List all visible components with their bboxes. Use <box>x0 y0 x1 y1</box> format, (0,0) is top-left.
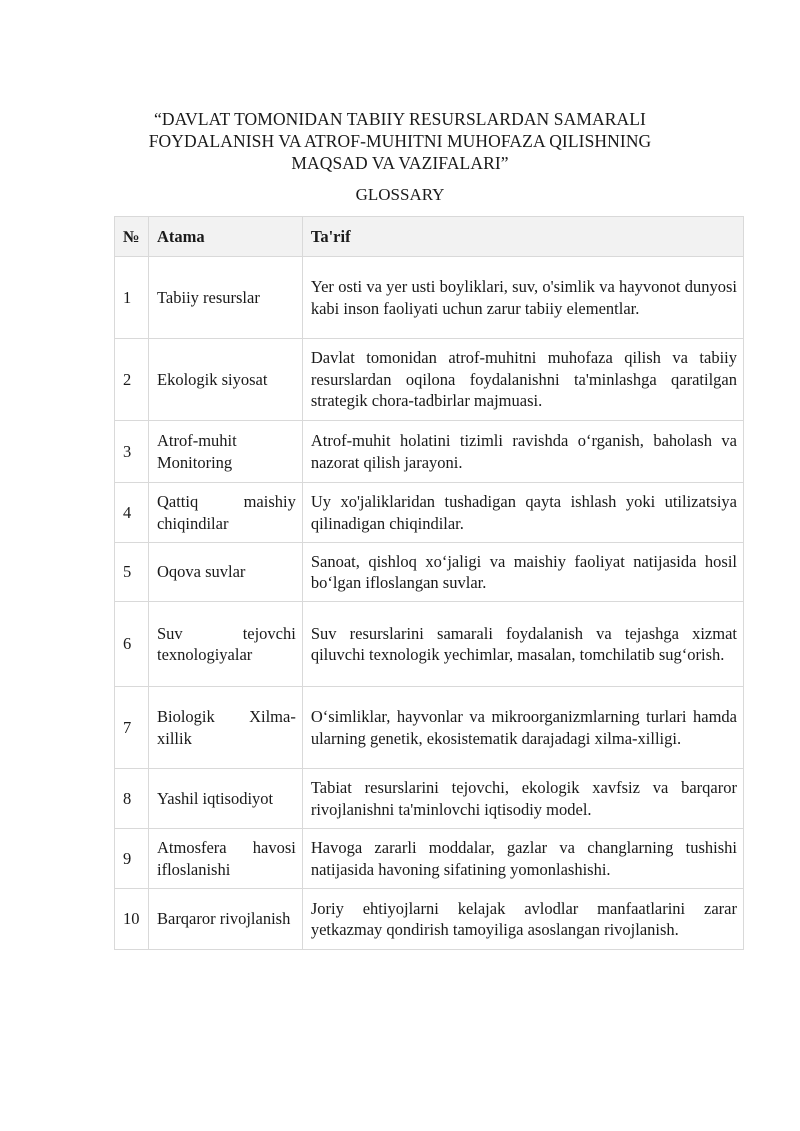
row-definition: Sanoat, qishloq xo‘jaligi va maishiy faoliyat natijasida hosil bo‘lgan ifloslangan suvlar. <box>302 543 743 602</box>
row-term: Oqova suvlar <box>148 543 302 602</box>
row-definition: Yer osti va yer usti boyliklari, suv, o'simlik va hayvonot dunyosi kabi inson faoliyati uchun zarur tabiiy elementlar. <box>302 257 743 339</box>
table-row <box>115 257 744 339</box>
row-term: Biologik Xilma-xillik <box>148 687 302 769</box>
glossary-table-header <box>115 217 744 257</box>
row-number: 6 <box>115 602 149 687</box>
document-title-line-1: “DAVLAT TOMONIDAN TABIIY RESURSLARDAN SAMARALI <box>154 109 646 129</box>
glossary-table-body <box>115 257 744 950</box>
row-definition: Uy xo'jaliklaridan tushadigan qayta ishlash yoki utilizatsiya qilinadigan chiqindilar. <box>302 483 743 543</box>
document-title-line-2: FOYDALANISH VA ATROF-MUHITNI MUHOFAZA QILISHNING <box>148 131 652 151</box>
row-number: 10 <box>115 889 149 950</box>
row-number: 1 <box>115 257 149 339</box>
row-term: Qattiq maishiy chiqindilar <box>148 483 302 543</box>
table-row <box>115 421 744 483</box>
table-row <box>115 687 744 769</box>
table-row <box>115 602 744 687</box>
row-definition: Havoga zararli moddalar, gazlar va changlarning tushishi natijasida havoning sifatining yomonlashishi. <box>302 829 743 889</box>
table-row <box>115 483 744 543</box>
header-definition: Ta'rif <box>302 217 743 257</box>
table-row <box>115 769 744 829</box>
row-definition: Tabiat resurslarini tejovchi, ekologik xavfsiz va barqaror rivojlanishni ta'minlovchi iqtisodiy model. <box>302 769 743 829</box>
glossary-table <box>114 216 744 950</box>
row-definition: O‘simliklar, hayvonlar va mikroorganizmlarning turlari hamda ularning genetik, ekosistematik darajadagi xilma-xilligi. <box>302 687 743 769</box>
row-number: 8 <box>115 769 149 829</box>
row-definition: Joriy ehtiyojlarni kelajak avlodlar manfaatlarini zarar yetkazmay qondirish tamoyiliga asoslangan rivojlanish. <box>302 889 743 950</box>
row-definition: Davlat tomonidan atrof-muhitni muhofaza qilish va tabiiy resurslardan oqilona foydalanishni ta'minlashga qaratilgan strategik chora-tadbirlar majmuasi. <box>302 339 743 421</box>
row-term: Atmosfera havosi ifloslanishi <box>148 829 302 889</box>
header-row <box>115 217 744 257</box>
table-row <box>115 889 744 950</box>
row-definition: Atrof-muhit holatini tizimli ravishda o‘rganish, baholash va nazorat qilish jarayoni. <box>302 421 743 483</box>
row-number: 2 <box>115 339 149 421</box>
row-term: Atrof-muhit Monitoring <box>148 421 302 483</box>
row-term: Tabiiy resurslar <box>148 257 302 339</box>
row-number: 5 <box>115 543 149 602</box>
row-definition: Suv resurslarini samarali foydalanish va tejashga xizmat qiluvchi texnologik yechimlar, masalan, tomchilatib sug‘orish. <box>302 602 743 687</box>
row-number: 9 <box>115 829 149 889</box>
document-title <box>100 108 700 174</box>
row-number: 7 <box>115 687 149 769</box>
document-title-line-3: MAQSAD VA VAZIFALARI” <box>291 153 509 173</box>
table-row <box>115 339 744 421</box>
header-num: № <box>115 217 149 257</box>
row-number: 4 <box>115 483 149 543</box>
row-term: Ekologik siyosat <box>148 339 302 421</box>
header-term: Atama <box>148 217 302 257</box>
document-subtitle: GLOSSARY <box>355 185 445 204</box>
table-row <box>115 829 744 889</box>
row-number: 3 <box>115 421 149 483</box>
row-term: Yashil iqtisodiyot <box>148 769 302 829</box>
row-term: Barqaror rivojlanish <box>148 889 302 950</box>
row-term: Suv tejovchi texnologiyalar <box>148 602 302 687</box>
table-row <box>115 543 744 602</box>
